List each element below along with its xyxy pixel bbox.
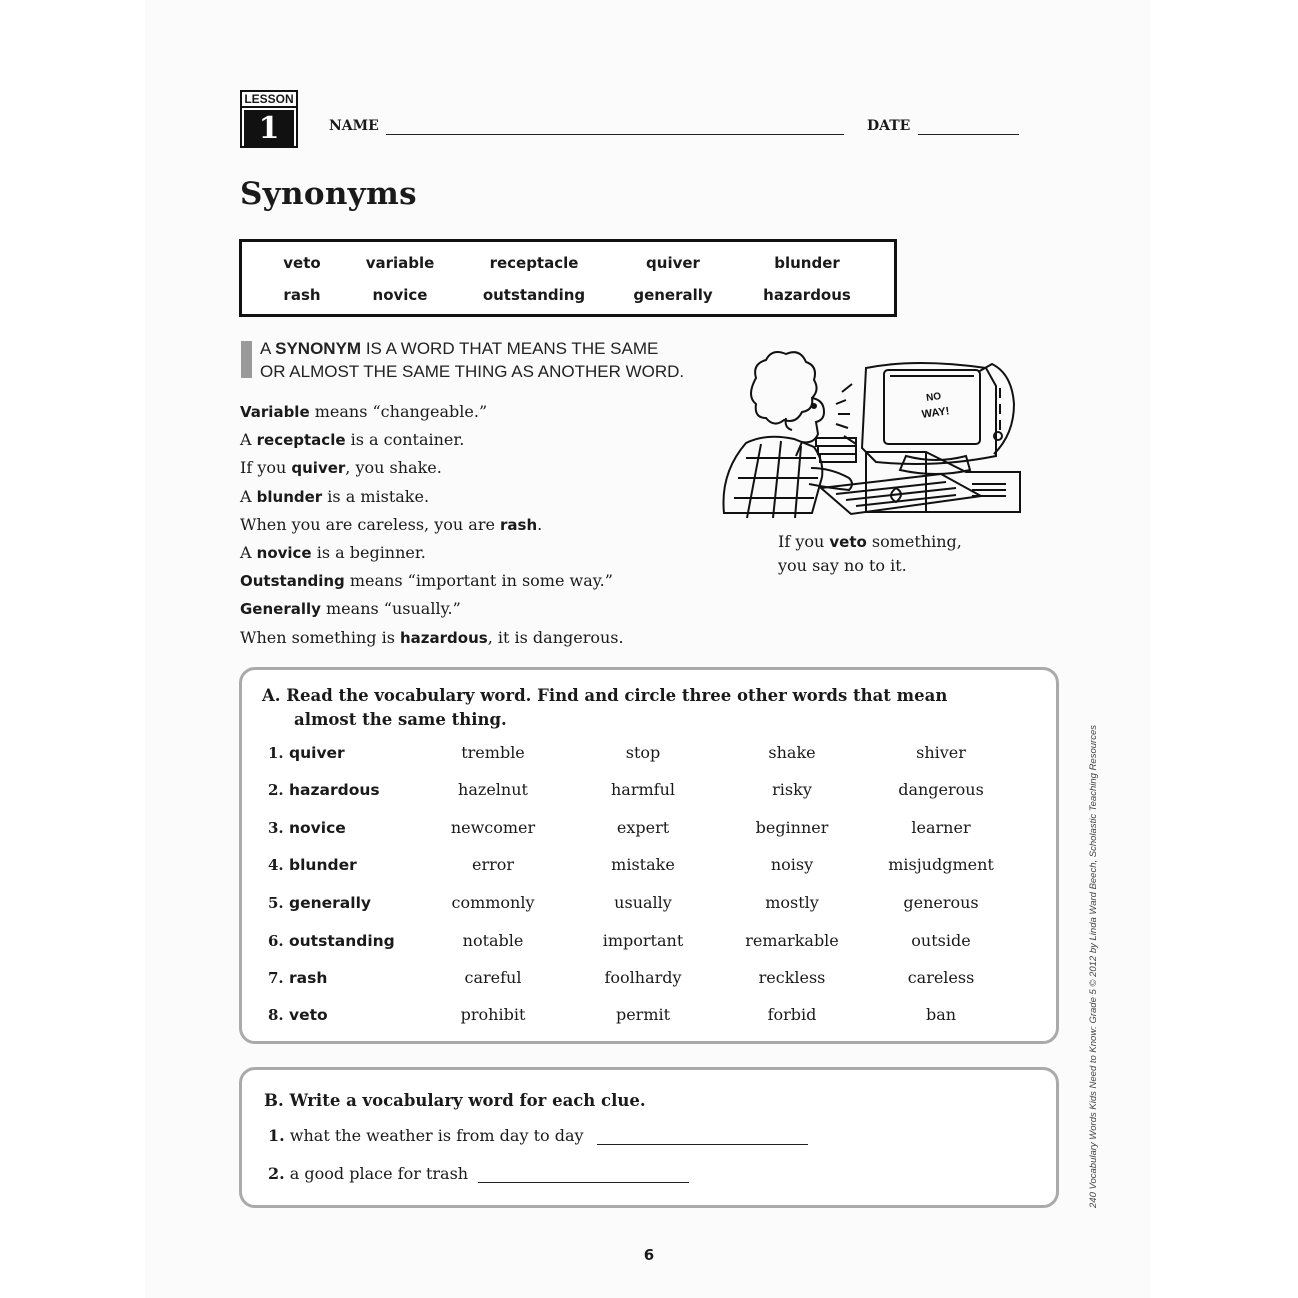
- choice-word[interactable]: learner: [911, 818, 971, 837]
- lesson-badge: [240, 90, 298, 148]
- choice-word[interactable]: careless: [907, 968, 975, 987]
- definition-keyword: novice: [256, 544, 312, 562]
- choice-word[interactable]: reckless: [758, 968, 826, 987]
- word-bank-item: outstanding: [482, 286, 586, 304]
- page-number: 6: [643, 1246, 655, 1264]
- veto-caption-line2: you say no to it.: [778, 556, 907, 575]
- section-b-letter: B.: [264, 1091, 284, 1110]
- choice-word[interactable]: expert: [616, 818, 670, 837]
- choice-word[interactable]: risky: [772, 780, 812, 799]
- word-bank-item: hazardous: [763, 286, 851, 304]
- synonym-definition: [260, 337, 720, 383]
- row-number: 2.: [268, 781, 284, 799]
- section-a-instruction: A. Read the vocabulary word. Find and circle three other words that mean: [262, 686, 948, 705]
- word-bank-item: rash: [283, 286, 321, 304]
- date-line[interactable]: [918, 134, 1019, 135]
- section-a-letter: A.: [262, 686, 281, 705]
- row-number: 8.: [268, 1006, 284, 1024]
- row-number: 3.: [268, 819, 284, 837]
- section-b-instruction: B. Write a vocabulary word for each clue.: [264, 1091, 646, 1110]
- row-vocab-word: veto: [289, 1006, 328, 1024]
- choice-word[interactable]: beginner: [755, 818, 829, 837]
- row-number: 5.: [268, 894, 284, 912]
- accent-bar: [241, 341, 252, 378]
- word-bank-item: quiver: [646, 254, 700, 272]
- definition-line: Outstanding means “important in some way.”: [240, 571, 613, 590]
- veto-keyword: veto: [829, 533, 867, 551]
- syn-line2: OR ALMOST THE SAME THING AS ANOTHER WORD.: [260, 362, 685, 381]
- choice-word[interactable]: stop: [625, 743, 661, 762]
- lesson-number: 1: [244, 110, 294, 148]
- row-vocab-word: outstanding: [289, 932, 395, 950]
- row-number: 6.: [268, 932, 284, 950]
- choice-word[interactable]: misjudgment: [888, 855, 994, 874]
- choice-word[interactable]: mistake: [611, 855, 675, 874]
- definition-keyword: blunder: [256, 488, 323, 506]
- definition-keyword: Generally: [240, 600, 321, 618]
- word-bank: [239, 239, 897, 317]
- clue-text: a good place for trash: [289, 1164, 469, 1183]
- row-vocab-word: hazardous: [289, 781, 380, 799]
- choice-word[interactable]: shake: [768, 743, 816, 762]
- section-a-instruction-line2: almost the same thing.: [294, 710, 507, 729]
- choice-word[interactable]: shiver: [916, 743, 966, 762]
- definition-line: If you quiver, you shake.: [240, 458, 442, 477]
- choice-word[interactable]: newcomer: [450, 818, 536, 837]
- definition-keyword: hazardous: [400, 629, 488, 647]
- definition-line: A novice is a beginner.: [240, 543, 426, 562]
- word-bank-item: generally: [633, 286, 713, 304]
- name-line[interactable]: [386, 134, 844, 135]
- clue-text: what the weather is from day to day: [289, 1126, 584, 1145]
- row-number: 1.: [268, 744, 284, 762]
- choice-word[interactable]: mostly: [765, 893, 819, 912]
- veto-caption: If you veto something, you say no to it.: [778, 532, 962, 575]
- definition-keyword: receptacle: [256, 431, 346, 449]
- choice-word[interactable]: permit: [615, 1005, 671, 1024]
- name-label: NAME: [329, 118, 379, 134]
- choice-word[interactable]: prohibit: [460, 1005, 526, 1024]
- definition-line: A blunder is a mistake.: [240, 487, 430, 506]
- word-bank-item: variable: [365, 254, 435, 272]
- choice-word[interactable]: usually: [614, 893, 672, 912]
- screen-text-line1: NO: [925, 391, 942, 405]
- word-bank-item: blunder: [774, 254, 840, 272]
- definition-line: Variable means “changeable.”: [240, 402, 488, 421]
- row-number: 4.: [268, 856, 284, 874]
- row-vocab-word: novice: [289, 819, 346, 837]
- row-number: 7.: [268, 969, 284, 987]
- row-vocab-word: blunder: [289, 856, 357, 874]
- clue-line: [268, 1126, 584, 1145]
- syn-term: SYNONYM: [275, 339, 362, 358]
- clue-line: [268, 1164, 468, 1183]
- definition-line: When you are careless, you are rash.: [240, 515, 543, 534]
- choice-word[interactable]: careful: [464, 968, 522, 987]
- choice-word[interactable]: commonly: [451, 893, 535, 912]
- definition-line: Generally means “usually.”: [240, 599, 461, 618]
- choice-word[interactable]: outside: [911, 931, 971, 950]
- copyright-credit: 240 Vocabulary Words Kids Need to Know: Grade 5 © 2012 by Linda Ward Beech, Scholastic Teaching Resources: [1088, 725, 1099, 1208]
- definition-keyword: rash: [500, 516, 538, 534]
- answer-blank[interactable]: [597, 1144, 808, 1145]
- date-label: DATE: [867, 118, 911, 134]
- definition-keyword: Variable: [240, 403, 310, 421]
- row-vocab-word: generally: [289, 894, 371, 912]
- syn-prefix: A: [260, 339, 276, 358]
- screen-text-line2: WAY!: [921, 405, 951, 421]
- choice-word[interactable]: harmful: [610, 780, 676, 799]
- clue-number: 2.: [268, 1164, 285, 1183]
- word-bank-item: receptacle: [489, 254, 579, 272]
- definition-keyword: Outstanding: [240, 572, 345, 590]
- choice-word[interactable]: forbid: [767, 1005, 817, 1024]
- choice-word[interactable]: generous: [903, 893, 979, 912]
- choice-word[interactable]: important: [602, 931, 684, 950]
- choice-word[interactable]: noisy: [770, 855, 814, 874]
- choice-word[interactable]: remarkable: [745, 931, 839, 950]
- boy-computer-illustration: [716, 348, 1026, 518]
- choice-word[interactable]: foolhardy: [604, 968, 682, 987]
- choice-word[interactable]: hazelnut: [458, 780, 528, 799]
- choice-word[interactable]: notable: [462, 931, 524, 950]
- definition-keyword: quiver: [291, 459, 346, 477]
- choice-word[interactable]: dangerous: [898, 780, 984, 799]
- choice-word[interactable]: ban: [925, 1005, 957, 1024]
- row-vocab-word: rash: [289, 969, 328, 987]
- word-bank-item: veto: [283, 254, 321, 272]
- word-bank-item: novice: [372, 286, 428, 304]
- page-title: Synonyms: [240, 176, 417, 212]
- clue-number: 1.: [268, 1126, 285, 1145]
- choice-word[interactable]: tremble: [461, 743, 525, 762]
- syn-line1-rest: IS A WORD THAT MEANS THE SAME: [361, 339, 659, 358]
- lesson-label: LESSON: [242, 92, 296, 108]
- choice-word[interactable]: error: [471, 855, 515, 874]
- answer-blank[interactable]: [478, 1182, 689, 1183]
- definition-line: When something is hazardous, it is dangerous.: [240, 628, 624, 647]
- definition-line: A receptacle is a container.: [240, 430, 465, 449]
- row-vocab-word: quiver: [289, 744, 345, 762]
